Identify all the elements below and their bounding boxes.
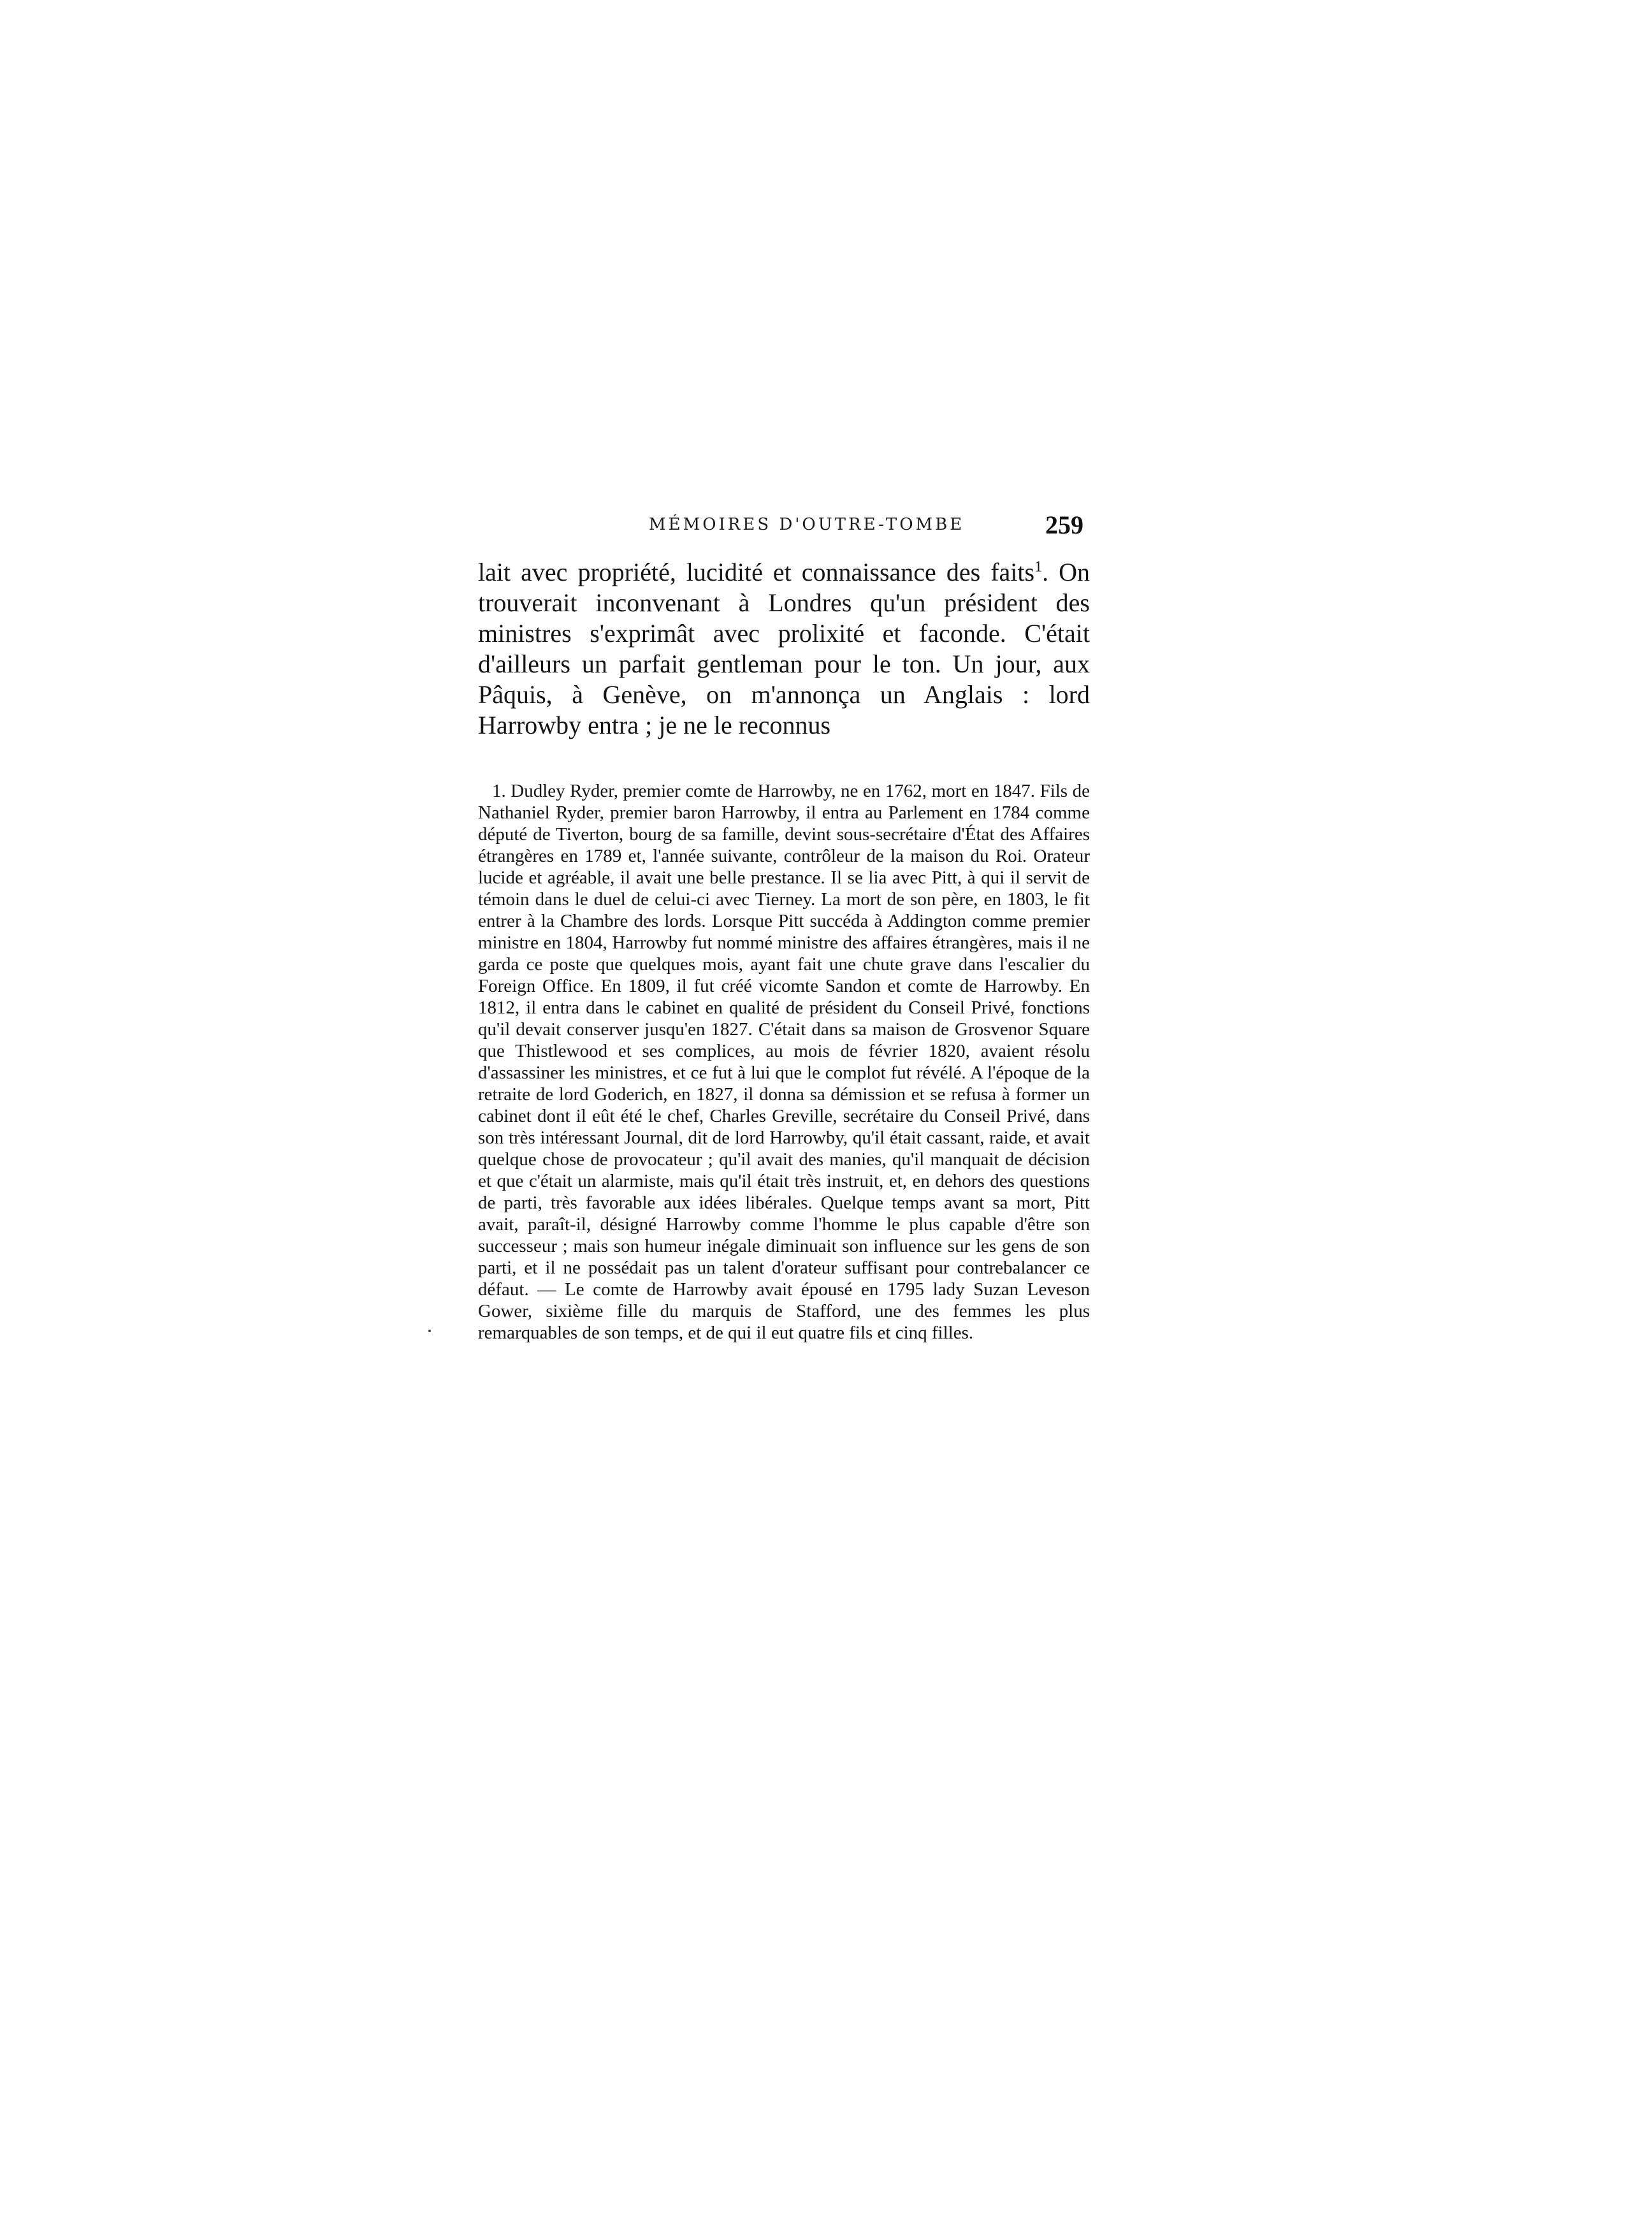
running-header — [478, 510, 1090, 548]
running-title: MÉMOIRES D'OUTRE-TOMBE — [649, 515, 965, 534]
footnote: 1. Dudley Ryder, premier comte de Harrowby, ne en 1762, mort en 1847. Fils de Nathaniel Ryder, premier baron Harrowby, il entra au Parlement en 1784 comme député de Tiverton, bourg de sa famille, devint sous-secrétaire d'État des Affaires étrangères en 1789 et, l'année suivante, contrôleur de la maison du Roi. Orateur lucide et agréable, il avait une belle prestance. Il se lia avec Pitt, à qui il servit de témoin dans le duel de celui-ci avec Tierney. La mort de son père, en 1803, le fit entrer à la Chambre des lords. Lorsque Pitt succéda à Addington comme premier ministre en 1804, Harrowby fut nommé ministre des affaires étrangères, mais il ne garda ce poste que quelques mois, ayant fait une chute grave dans l'escalier du Foreign Office. En 1809, il fut créé vicomte Sandon et comte de Harrowby. En 1812, il entra dans le cabinet en qualité de président du Conseil Privé, fonctions qu'il devait conserver jusqu'en 1827. C'était dans sa maison de Grosvenor Square que Thistlewood et ses complices, au mois de février 1820, avaient résolu d'assassiner les ministres, et ce fut à lui que le complot fut révélé. A l'époque de la retraite de lord Goderich, en 1827, il donna sa démission et se refusa à former un cabinet dont il eût été le chef, Charles Greville, secrétaire du Conseil Privé, dans son très intéressant Journal, dit de lord Harrowby, qu'il était cassant, raide, et avait quelque chose de provocateur ; qu'il avait des manies, qu'il manquait de décision et que c'était un alarmiste, mais qu'il était très instruit, et, en dehors des questions de parti, très favorable aux idées libérales. Quelque temps avant sa mort, Pitt avait, paraît-il, désigné Harrowby comme l'homme le plus capable d'être son successeur ; mais son humeur inégale diminuait son influence sur les gens de son parti, et il ne possédait pas un talent d'orateur suffisant pour contrebalancer ce défaut. — Le comte de Harrowby avait épousé en 1795 lady Suzan Leveson Gower, sixième fille du marquis de Stafford, une des femmes les plus remarquables de son temps, et de qui il eut quatre fils et cinq filles. — [478, 781, 1090, 1343]
page-number: 259 — [1045, 511, 1083, 539]
body-text-start: lait avec propriété, lucidité et connaissance des faits — [478, 558, 1035, 586]
body-paragraph — [478, 557, 1090, 741]
body-text-rest: . On trouverait inconvenant à Londres qu'un président des ministres s'exprimât avec prolixité et faconde. C'était d'ailleurs un parfait gentleman pour le ton. Un jour, aux Pâquis, à Genève, on m'annonça un Anglais : lord Harrowby entra ; je ne le reconnus — [478, 558, 1090, 739]
page-content — [478, 510, 1090, 1344]
margin-speck — [428, 1330, 431, 1332]
footnote-reference: 1 — [1034, 558, 1043, 576]
